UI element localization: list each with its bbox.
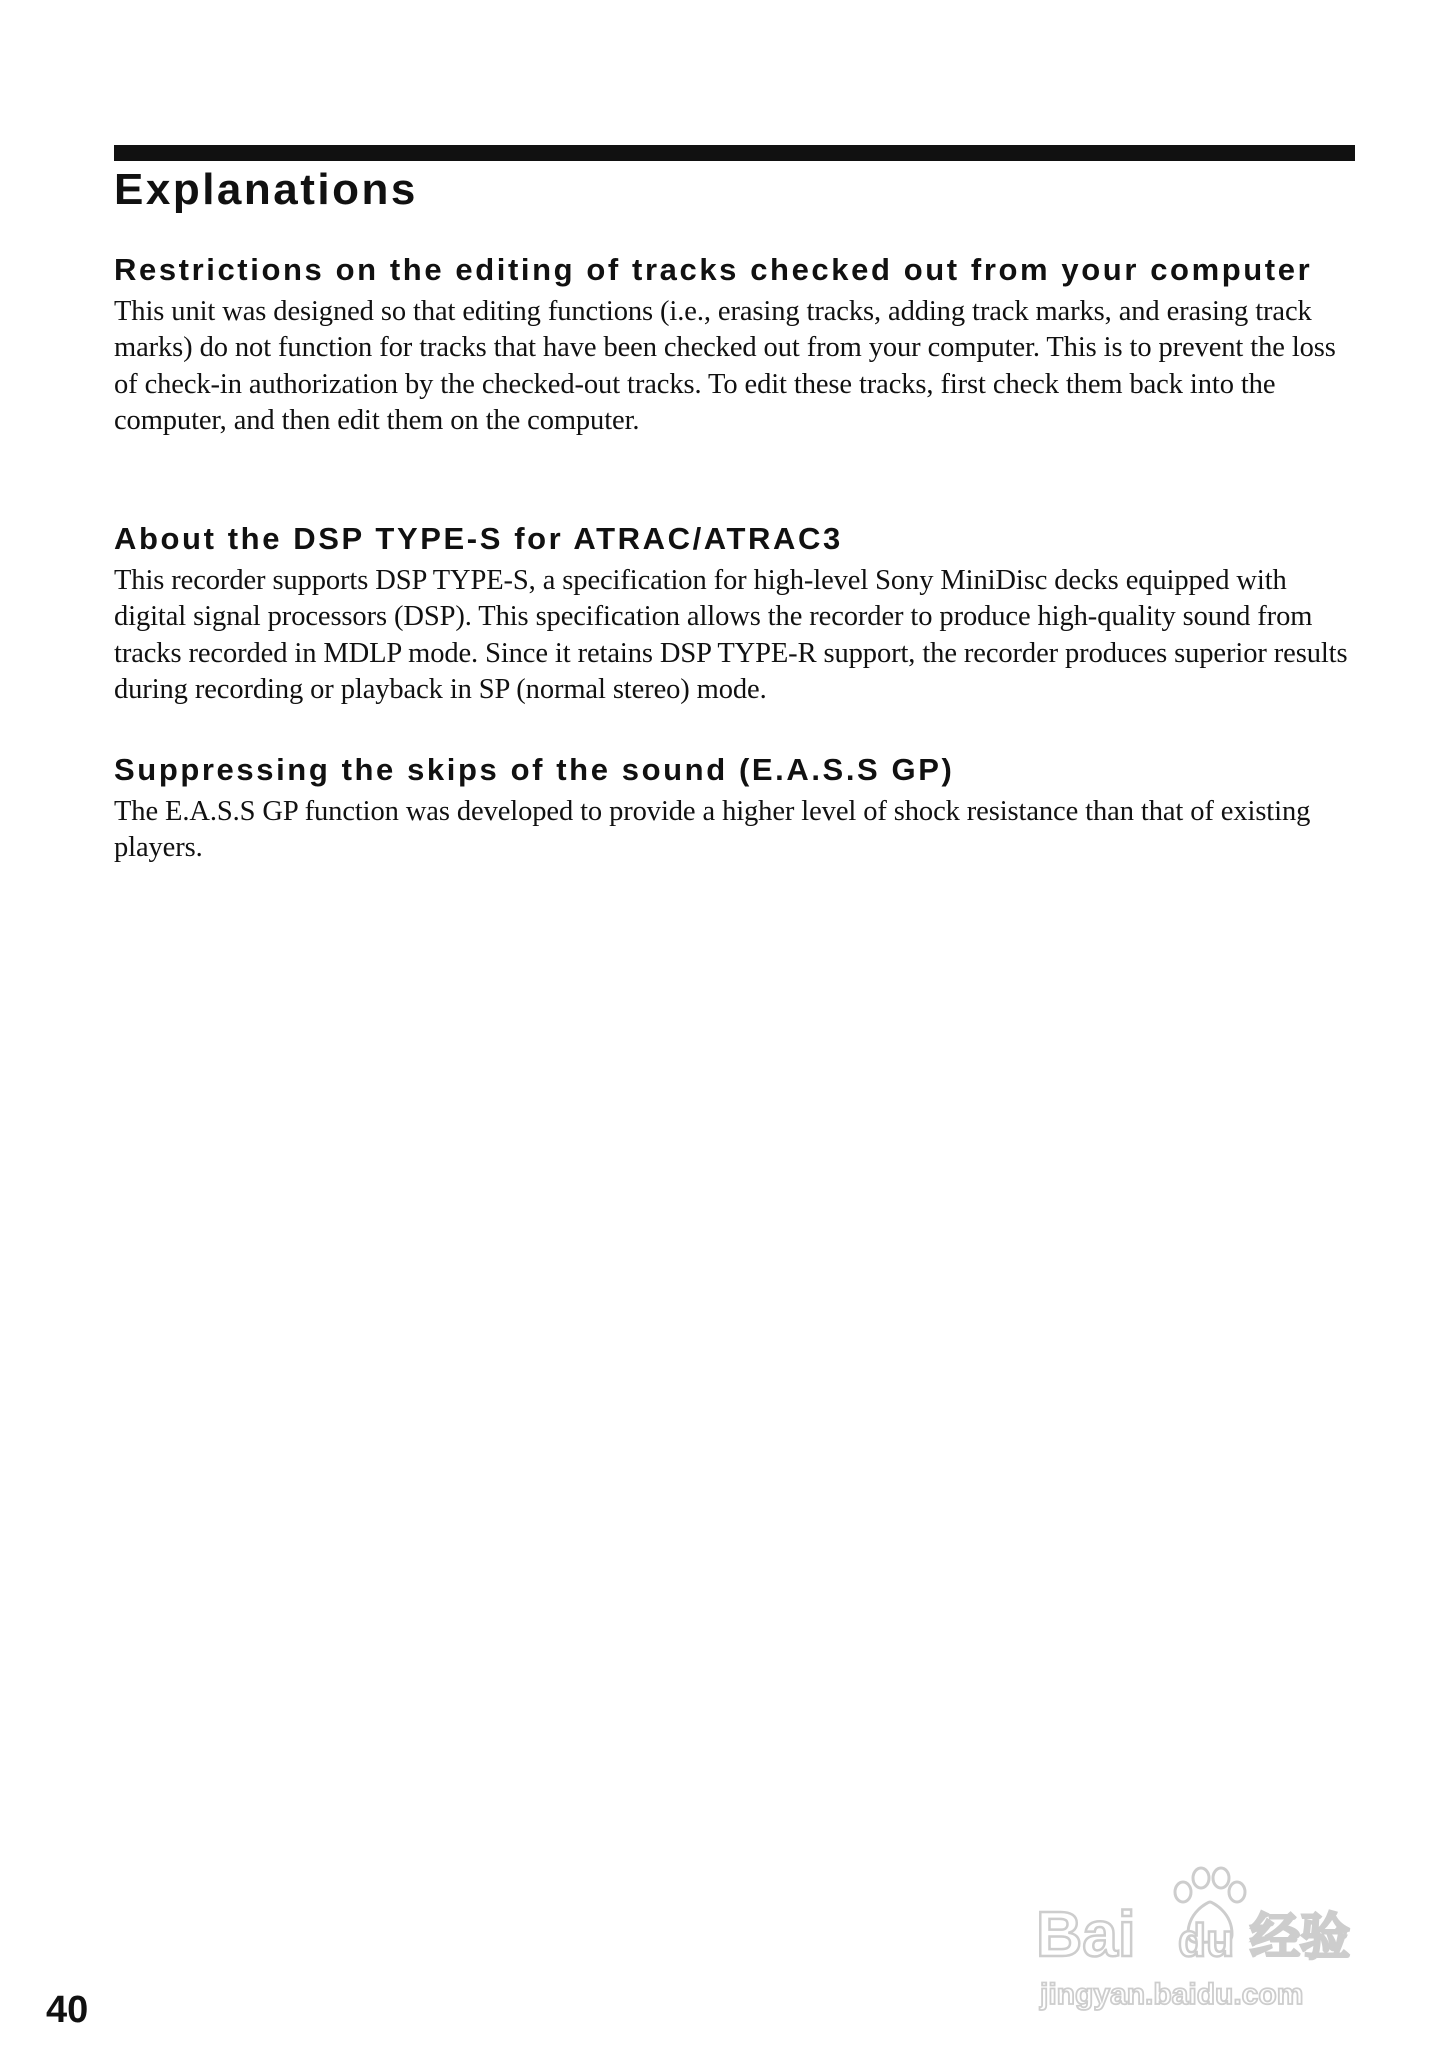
section-heading: Restrictions on the editing of tracks checked out from your computer bbox=[114, 252, 1313, 287]
watermark-brand-du: du bbox=[1178, 1914, 1235, 1966]
section-heading: Suppressing the skips of the sound (E.A.S.S GP) bbox=[114, 752, 955, 787]
section-dsp-type-s bbox=[114, 520, 1359, 708]
section-body: This recorder supports DSP TYPE-S, a specification for high-level Sony MiniDisc decks equipped with digital signal processors (DSP). This specification allows the recorder to produce high-quality sound from tracks recorded in MDLP mode. Since it retains DSP TYPE-R support, the recorder produces superior results during recording or playback in SP (normal stereo) mode. bbox=[114, 565, 1348, 705]
watermark-brand-cjk: 经验 bbox=[1250, 1909, 1350, 1965]
watermark-brand-bai: Bai bbox=[1036, 1898, 1136, 1970]
watermark-brand bbox=[1036, 1898, 1350, 1970]
section-eass-gp bbox=[114, 751, 1359, 867]
section-body: This unit was designed so that editing functions (i.e., erasing tracks, adding track marks, and erasing track marks) do not function for tracks that have been checked out from your computer. This is to prevent the loss of check-in authorization by the checked-out tracks. To edit these tracks, first check them back into the computer, and then edit them on the computer. bbox=[114, 296, 1336, 436]
page-title: Explanations bbox=[114, 165, 418, 214]
watermark-url: jingyan.baidu.com bbox=[1040, 1978, 1304, 2011]
section-body: The E.A.S.S GP function was developed to provide a higher level of shock resistance than that of existing players. bbox=[114, 796, 1311, 864]
title-rule bbox=[114, 145, 1355, 161]
baidu-watermark bbox=[1028, 1838, 1368, 2018]
page-number: 40 bbox=[46, 1989, 89, 2031]
section-restrictions-editing bbox=[114, 251, 1359, 439]
section-heading: About the DSP TYPE-S for ATRAC/ATRAC3 bbox=[114, 521, 843, 556]
